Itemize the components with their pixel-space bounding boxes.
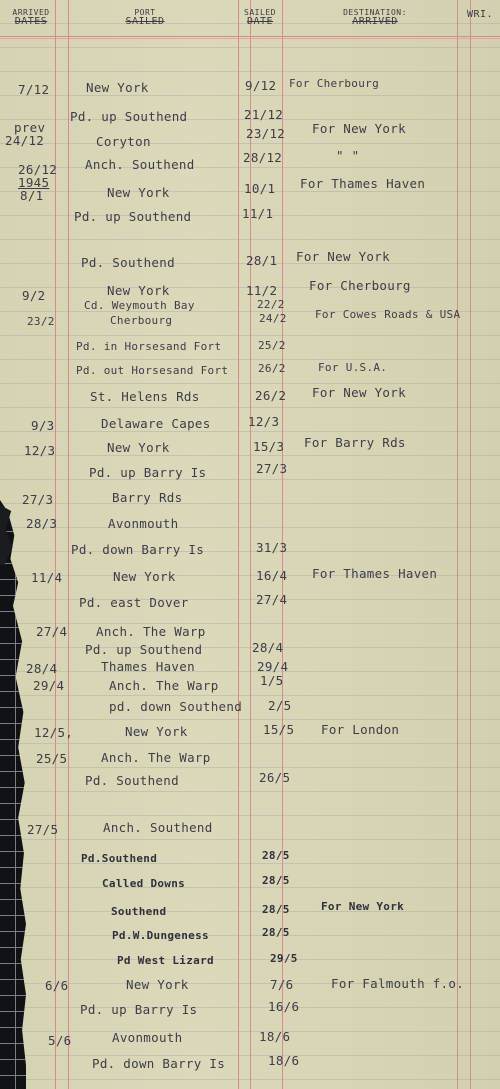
port-name: Cherbourg xyxy=(110,314,173,327)
port-name: Pd West Lizard xyxy=(117,954,214,967)
port-name: Pd.W.Dungeness xyxy=(112,929,209,942)
port-name: New York xyxy=(125,724,188,739)
arrived-date: 27/5 xyxy=(27,822,59,837)
torn-paper-edge xyxy=(0,500,26,1089)
sailed-date: 18/6 xyxy=(268,1053,300,1068)
arrived-date: 12/5, xyxy=(34,725,74,740)
arrived-date: 6/6 xyxy=(45,978,69,993)
arrived-date: 5/6 xyxy=(48,1033,72,1048)
sailed-date: 26/2 xyxy=(255,388,287,403)
destination: For Thames Haven xyxy=(300,176,426,191)
sailed-date: 29/4 xyxy=(257,659,289,674)
destination: For New York xyxy=(296,249,390,264)
column-rule xyxy=(457,0,458,1089)
sailed-date: 31/3 xyxy=(256,540,288,555)
port-name: Anch. The Warp xyxy=(109,678,219,693)
sailed-date: 21/12 xyxy=(244,107,284,122)
arrived-date: 12/3 xyxy=(24,443,56,458)
sailed-date: 29/5 xyxy=(270,952,298,965)
port-name: St. Helens Rds xyxy=(90,389,200,404)
port-name: Pd. in Horsesand Fort xyxy=(76,340,222,353)
port-name: Thames Haven xyxy=(101,659,195,674)
arrived-note: prev xyxy=(14,120,46,135)
sailed-date: 16/6 xyxy=(268,999,300,1014)
sailed-date: 28/5 xyxy=(262,849,290,862)
port-name: Delaware Capes xyxy=(101,416,211,431)
destination: For U.S.A. xyxy=(318,361,388,374)
arrived-date: 28/4 xyxy=(26,661,58,676)
sailed-date: 7/6 xyxy=(270,977,294,992)
column-rule xyxy=(68,0,69,1089)
port-name: Pd. down Barry Is xyxy=(92,1056,226,1071)
port-name: Pd. Southend xyxy=(81,255,175,270)
port-name: Coryton xyxy=(96,134,151,149)
column-rule xyxy=(238,0,239,1089)
arrived-date: 24/12 xyxy=(5,133,45,148)
port-name: New York xyxy=(126,977,189,992)
arrived-date: 28/3 xyxy=(26,516,58,531)
year-marker: 1945 xyxy=(18,175,50,190)
port-name: Southend xyxy=(111,905,167,918)
arrived-date: 8/1 xyxy=(20,188,44,203)
port-name: Pd. down Barry Is xyxy=(71,542,205,557)
port-name: Pd. east Dover xyxy=(79,595,189,610)
sailed-date: 24/2 xyxy=(259,312,287,325)
destination: " " xyxy=(336,148,360,163)
sailed-date: 2/5 xyxy=(268,698,292,713)
port-name: pd. down Southend xyxy=(109,699,243,714)
sailed-date: 16/4 xyxy=(256,568,288,583)
sailed-date: 26/5 xyxy=(259,770,291,785)
sailed-date: 18/6 xyxy=(259,1029,291,1044)
port-name: Pd. up Barry Is xyxy=(89,465,207,480)
arrived-date: 7/12 xyxy=(18,82,50,97)
destination: For Cherbourg xyxy=(289,77,379,90)
port-name: Avonmouth xyxy=(112,1030,183,1045)
destination: For Falmouth f.o. xyxy=(331,976,465,991)
port-name: New York xyxy=(107,440,170,455)
sailed-date: 28/12 xyxy=(243,150,283,165)
destination: For Cherbourg xyxy=(309,278,411,293)
header-wri: WRI. xyxy=(466,9,494,20)
arrived-date: 9/3 xyxy=(31,418,55,433)
sailed-date: 25/2 xyxy=(258,339,286,352)
sailed-date: 27/3 xyxy=(256,461,288,476)
port-name: Barry Rds xyxy=(112,490,183,505)
sailed-date: 15/3 xyxy=(253,439,285,454)
header-sailed: SAILED DATE xyxy=(244,8,276,27)
sailed-date: 28/1 xyxy=(246,253,278,268)
destination: For Barry Rds xyxy=(304,435,406,450)
port-name: Pd. out Horsesand Fort xyxy=(76,364,229,377)
arrived-date: 29/4 xyxy=(33,678,65,693)
port-name: New York xyxy=(86,80,149,95)
destination: For London xyxy=(321,722,400,737)
sailed-date: 28/4 xyxy=(252,640,284,655)
sailed-date: 9/12 xyxy=(245,78,277,93)
column-rule xyxy=(470,0,471,1089)
port-name: Pd. Southend xyxy=(85,773,179,788)
sailed-date: 28/5 xyxy=(262,926,290,939)
header-destination: DESTINATION: ARRIVED xyxy=(343,8,407,27)
sailed-date: 15/5 xyxy=(263,722,295,737)
port-name: New York xyxy=(113,569,176,584)
sailed-date: 26/2 xyxy=(258,362,286,375)
port-name: Avonmouth xyxy=(108,516,179,531)
sailed-date: 28/5 xyxy=(262,903,290,916)
port-name: Anch. Southend xyxy=(85,157,195,172)
arrived-date: 25/5 xyxy=(36,751,68,766)
header-arrived: ARRIVED DATES xyxy=(12,8,50,27)
sailed-date: 23/12 xyxy=(246,126,286,141)
port-name: Pd. up Barry Is xyxy=(80,1002,198,1017)
arrived-date: 27/3 xyxy=(22,492,54,507)
header-port: PORT SAILED xyxy=(125,8,165,27)
port-name: Pd.Southend xyxy=(81,852,158,865)
sailed-date: 10/1 xyxy=(244,181,276,196)
arrived-date: 9/2 xyxy=(22,288,46,303)
sailed-date: 27/4 xyxy=(256,592,288,607)
destination: For New York xyxy=(312,121,406,136)
port-name: Anch. The Warp xyxy=(96,624,206,639)
sailed-date: 28/5 xyxy=(262,874,290,887)
arrived-date: 23/2 xyxy=(27,315,55,328)
port-name: Pd. up Southend xyxy=(74,209,192,224)
port-name: Pd. up Southend xyxy=(85,642,203,657)
sailed-date: 1/5 xyxy=(260,673,284,688)
sailed-date: 11/2 xyxy=(246,283,278,298)
arrived-date: 26/12 xyxy=(18,162,58,177)
arrived-date: 27/4 xyxy=(36,624,68,639)
destination: For New York xyxy=(321,900,405,913)
destination: For New York xyxy=(312,385,406,400)
port-name: Called Downs xyxy=(102,877,186,890)
port-name: Anch. The Warp xyxy=(101,750,211,765)
port-name: Pd. up Southend xyxy=(70,109,188,124)
port-name: New York xyxy=(107,185,170,200)
sailed-date: 11/1 xyxy=(242,206,274,221)
port-name: Anch. Southend xyxy=(103,820,213,835)
arrived-date: 11/4 xyxy=(31,570,63,585)
sailed-date: 22/2 xyxy=(257,298,285,311)
port-name: Cd. Weymouth Bay xyxy=(84,299,195,312)
sailed-date: 12/3 xyxy=(248,414,280,429)
destination: For Cowes Roads & USA xyxy=(315,308,461,321)
destination: For Thames Haven xyxy=(312,566,438,581)
port-name: New York xyxy=(107,283,170,298)
